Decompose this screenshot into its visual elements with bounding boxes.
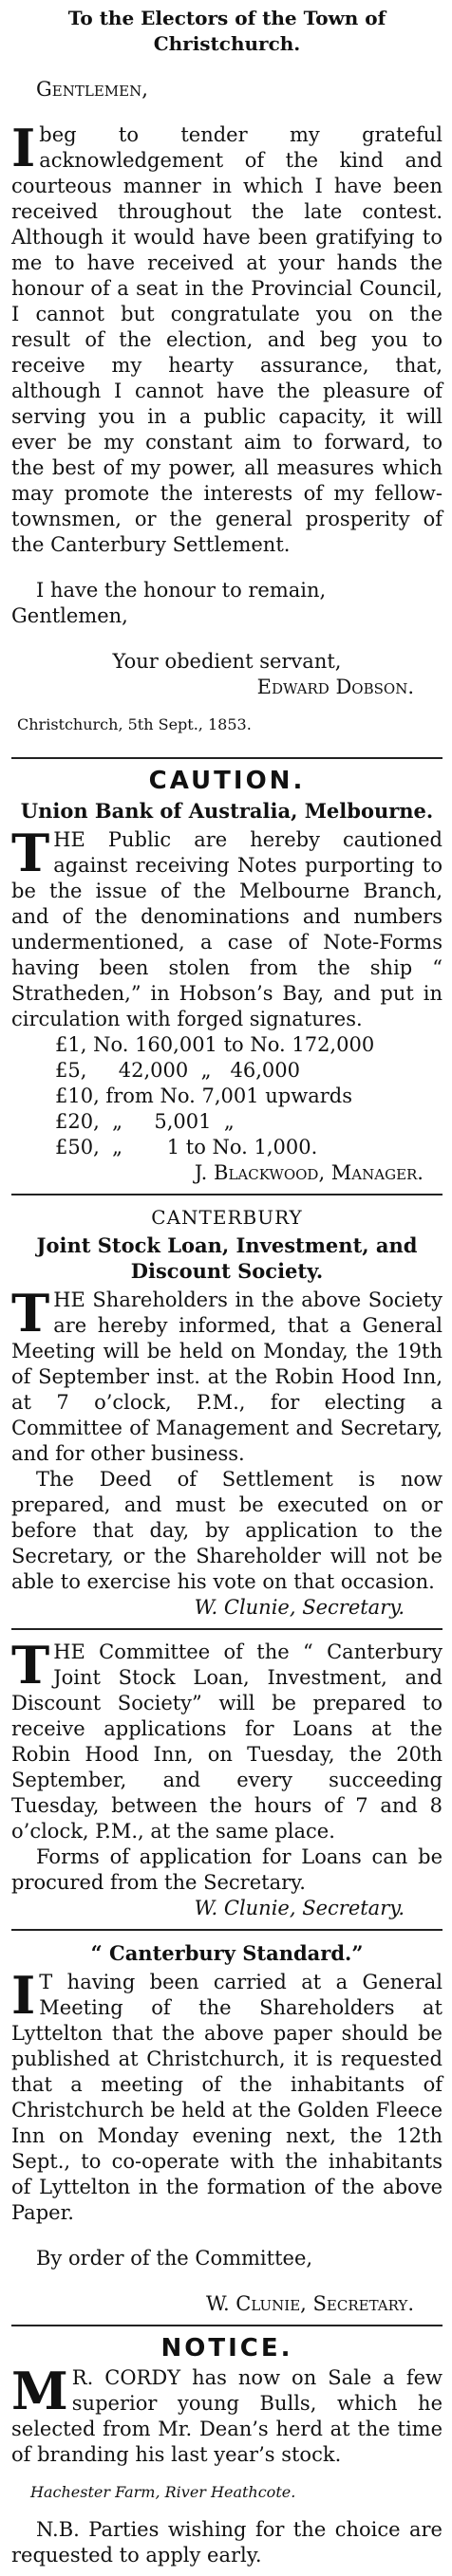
ad-subtitle: Union Bank of Australia, Melbourne. xyxy=(20,799,434,823)
drop-cap: I xyxy=(11,118,36,178)
note-item: £5, 42,000 „ 46,000 xyxy=(55,1059,300,1082)
ad-body-second: The Deed of Settlement is now prepared, and must be executed on or before that day, by application to the Secretary, or the Shareholder will not be able to exercise his vote on that occasion. xyxy=(11,1468,443,1593)
note-list xyxy=(55,1032,443,1160)
ad-body-second: Forms of application for Loans can be procured from the Secretary. xyxy=(11,1845,443,1894)
ad-title: NOTICE. xyxy=(160,2334,293,2363)
note-item: £10, from No. 7,001 upwards xyxy=(55,1084,352,1107)
signature: W. Clunie, Secretary. xyxy=(194,1596,405,1619)
drop-cap: T xyxy=(11,1635,50,1696)
note-item: £50, „ 1 to No. 1,000. xyxy=(55,1136,318,1158)
note-item: £1, No. 160,001 to No. 172,000 xyxy=(55,1033,375,1056)
dateline: Christchurch, 5th Sept., 1853. xyxy=(17,715,252,733)
drop-cap: T xyxy=(11,823,50,883)
order-line: By order of the Committee, xyxy=(36,2247,313,2270)
note-item: £20, „ 5,001 „ xyxy=(55,1110,235,1133)
ad-title: “ Canterbury Standard.” xyxy=(90,1941,364,1965)
servant-line: Your obedient servant, xyxy=(112,650,342,673)
signature: J. Blackwood, Manager. xyxy=(194,1161,424,1184)
advertisement-notice xyxy=(11,2336,443,2576)
ad-body: HE Committee of the “ Canterbury Joint Stock Loan, Investment, and Discount Society” will be prepared to receive applications for Loans at the Robin Hood Inn, on Tuesday, the 20th September, and every succeeding Tuesday, between the hours of 7 and 8 o’clock, P.M., at the same place. xyxy=(11,1640,443,1843)
salutation: Gentlemen, xyxy=(36,78,148,101)
ad-subtitle: Joint Stock Loan, Investment, and Discount Society. xyxy=(36,1233,418,1283)
advertisement-loans xyxy=(11,1635,443,1931)
drop-cap: M xyxy=(11,2361,68,2421)
advertisement-standard xyxy=(11,1940,443,2326)
drop-cap: I xyxy=(11,1965,36,2026)
ad-body: R. CORDY has now on Sale a few superior young Bulls, which he selected from Mr. Dean’s herd at the time of branding his last year’s stock. xyxy=(11,2366,443,2466)
nota-bene: N.B. Parties wishing for the choice are requested to apply early. xyxy=(11,2518,443,2567)
ad-heading: To the Electors of the Town of Christchurch. xyxy=(67,7,386,55)
address-line: Hachester Farm, River Heathcote. xyxy=(30,2483,296,2501)
ad-body: beg to tender my grateful acknowledgement of the kind and courteous manner in which I have been received throughout the late contest. Although it would have been gratifying to me to have received at your hands the honour of a seat in the Provincial Council, I cannot but congratulate you on the result of the election, and beg you to receive my hearty assurance, that, although I cannot have the pleasure of serving you in a public capacity, it will ever be my constant aim to forward, to the best of my power, all measures which may promote the interests of my fellow-townsmen, or the general prosperity of the Canterbury Settlement. xyxy=(11,123,443,556)
advertisement-caution xyxy=(11,769,443,1195)
signature: W. Clunie, Secretary. xyxy=(194,1897,405,1919)
ad-body: HE Public are hereby cautioned against receiving Notes purporting to be the issue of the Melbourne Branch, and of the denominations and numbers undermentioned, a case of Note-Forms having been stolen from the ship “ Stratheden,” in Hobson’s Bay, and put in circulation with forged signatures. xyxy=(11,828,443,1030)
ad-title: CANTERBURY xyxy=(151,1206,303,1229)
ad-body: HE Shareholders in the above Society are hereby informed, that a General Meeting will be held on Monday, the 19th of September inst. at the Robin Hood Inn, at 7 o’clock, P.M., for electing a Committee of Management and Secretary, and for other business. xyxy=(11,1288,443,1465)
signature: Edward Dobson. xyxy=(256,676,414,698)
ad-body: T having been carried at a General Meeting of the Shareholders at Lyttelton that the above paper should be published at Christchurch, it is requested that a meeting of the inhabitants of Christchurch be held at the Golden Fleece Inn on Monday evening next, the 12th Sept., to co-operate with the inhabitants of Lyttelton in the formation of the above Paper. xyxy=(11,1971,443,2224)
drop-cap: T xyxy=(11,1283,50,1344)
advertisement-society-meeting xyxy=(11,1205,443,1630)
signature: W. Clunie, Secretary. xyxy=(206,2292,414,2315)
closing-line: I have the honour to remain, Gentlemen, xyxy=(11,579,327,627)
ad-title: CAUTION. xyxy=(148,767,306,795)
advertisement-electors xyxy=(11,6,443,759)
